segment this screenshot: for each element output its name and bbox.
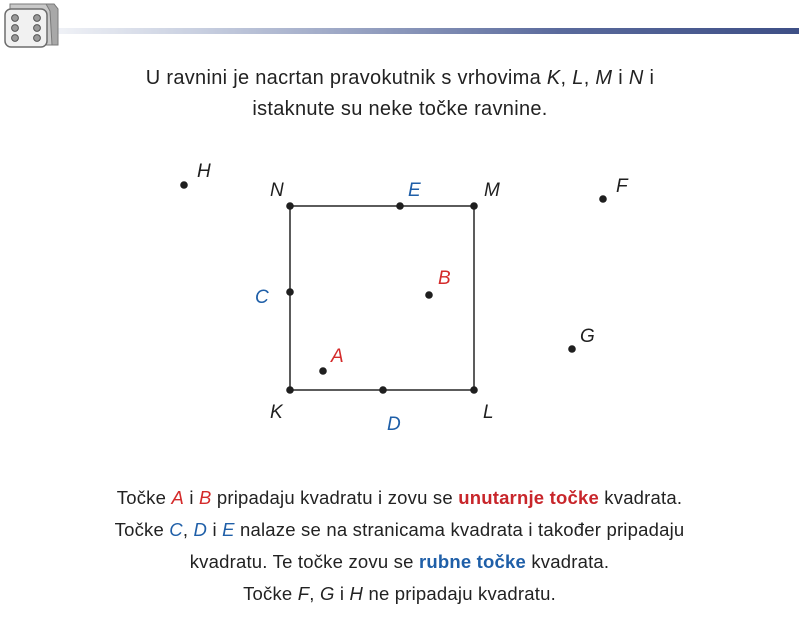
point-b-label: B xyxy=(438,268,451,289)
text-part: , xyxy=(309,583,320,604)
inline-point-h: H xyxy=(349,583,364,604)
intro-separator: , xyxy=(583,67,596,89)
point-c-label: C xyxy=(255,287,269,308)
point-h-label: H xyxy=(197,161,211,182)
text-part: Točke xyxy=(116,487,172,508)
vertex-k-dot xyxy=(286,386,294,394)
text-part: kvadrata. xyxy=(598,487,683,508)
vertex-n-dot xyxy=(286,202,294,210)
text-part: nalaze se na stranicama kvadrata i također pripadaju xyxy=(234,519,685,540)
inline-point-b: B xyxy=(199,487,212,508)
point-b-dot xyxy=(425,291,433,299)
text-part: Točke xyxy=(114,519,170,540)
vertex-k-label: K xyxy=(270,402,283,423)
intro-vertex-n: N xyxy=(628,67,644,89)
text-part: i xyxy=(184,487,200,508)
explanation-line-2 xyxy=(0,514,799,546)
point-f-dot xyxy=(599,195,607,203)
inline-point-f: F xyxy=(297,583,310,604)
inline-point-g: G xyxy=(319,583,335,604)
text-part: , xyxy=(182,519,194,540)
intro-separator: , xyxy=(560,67,573,89)
point-d-label: D xyxy=(387,414,401,435)
point-a-dot xyxy=(319,367,327,375)
intro-vertex-l: L xyxy=(572,67,584,89)
point-h-dot xyxy=(180,181,188,189)
explanation-line-4 xyxy=(0,578,799,610)
intro-vertex-m: M xyxy=(595,67,613,89)
inline-point-e: E xyxy=(222,519,235,540)
text-part: i xyxy=(334,583,350,604)
text-part: Točke xyxy=(243,583,298,604)
text-part: ne pripadaju kvadratu. xyxy=(363,583,556,604)
intro-line-2: istaknute su neke točke ravnine. xyxy=(252,98,548,120)
vertex-l-label: L xyxy=(483,402,494,423)
explanation-line-3 xyxy=(0,546,799,578)
vertex-m-label: M xyxy=(484,180,500,201)
text-part: kvadratu. Te točke zovu se xyxy=(189,551,419,572)
point-c-dot xyxy=(286,288,294,296)
inline-point-a: A xyxy=(171,487,185,508)
explanation-line-1 xyxy=(0,482,799,514)
intro-vertex-k: K xyxy=(546,67,561,89)
text-part: kvadrata. xyxy=(526,551,610,572)
point-e-dot xyxy=(396,202,404,210)
intro-conjunction: i xyxy=(612,67,629,89)
text-part: pripadaju kvadratu i zovu se xyxy=(211,487,459,508)
explanation-paragraph xyxy=(0,482,799,610)
square-outline xyxy=(290,206,474,390)
inline-point-d: D xyxy=(193,519,208,540)
inline-point-c: C xyxy=(169,519,183,540)
intro-text-part: U ravnini je nacrtan pravokutnik s vrhovima xyxy=(145,67,547,89)
point-g-dot xyxy=(568,345,576,353)
vertex-n-label: N xyxy=(270,180,284,201)
keyword-interior-points: unutarnje točke xyxy=(458,487,599,508)
keyword-boundary-points: rubne točke xyxy=(418,551,527,572)
point-e-label: E xyxy=(408,180,421,201)
point-d-dot xyxy=(379,386,387,394)
point-f-label: F xyxy=(616,176,628,197)
vertex-m-dot xyxy=(470,202,478,210)
vertex-l-dot xyxy=(470,386,478,394)
point-g-label: G xyxy=(580,326,595,347)
intro-text-part: i xyxy=(643,67,655,89)
point-a-label: A xyxy=(331,346,344,367)
text-part: i xyxy=(207,519,223,540)
